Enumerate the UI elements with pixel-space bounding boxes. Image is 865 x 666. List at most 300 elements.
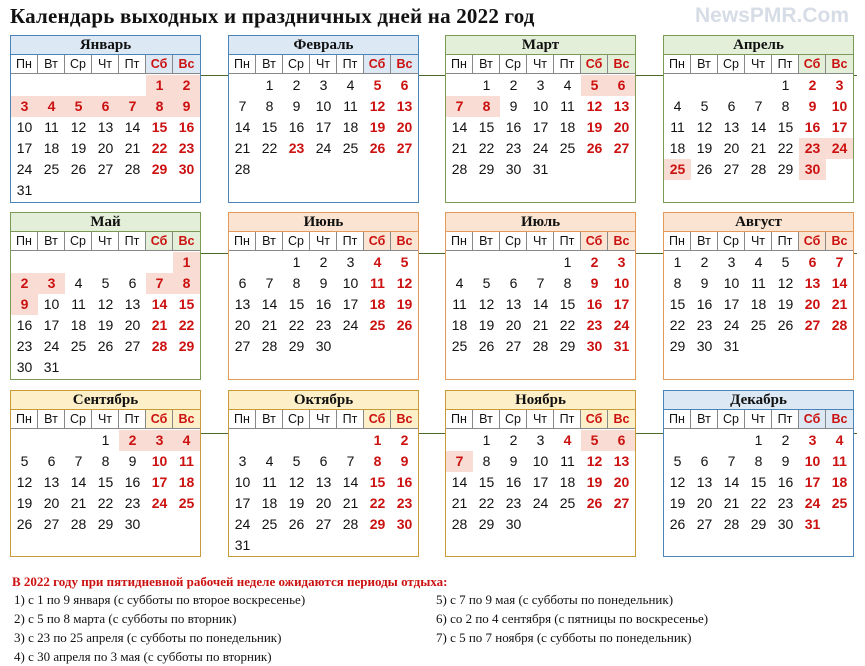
- day-cell: 5: [781, 254, 790, 270]
- day-cell: 23: [288, 140, 305, 156]
- day-cell: 3: [146, 430, 173, 451]
- weekday-header: Пт: [337, 410, 364, 428]
- day-cell: 29: [151, 161, 168, 177]
- watermark: NewsPMR.Com: [694, 4, 849, 27]
- day-cell: 2: [11, 273, 38, 294]
- weekday-header: Вс: [391, 410, 418, 428]
- day-cell: 18: [43, 140, 60, 156]
- day-cell: 8: [101, 453, 110, 469]
- day-cell: 8: [563, 275, 572, 291]
- empty-cell: [691, 75, 718, 96]
- day-cell: 24: [613, 317, 630, 333]
- day-cell: 9: [781, 453, 790, 469]
- day-cell: 12: [70, 119, 87, 135]
- day-cell: 27: [396, 140, 413, 156]
- empty-cell: [11, 430, 38, 451]
- weekday-header: Ср: [65, 55, 92, 73]
- day-cell: 1: [781, 77, 790, 93]
- day-cell: 13: [97, 119, 114, 135]
- weekday-header: Пт: [337, 55, 364, 73]
- day-cell: 20: [696, 495, 713, 511]
- day-cell: 1: [173, 252, 200, 273]
- day-cell: 14: [723, 474, 740, 490]
- day-cell: 19: [16, 495, 33, 511]
- day-cell: 20: [505, 317, 522, 333]
- day-cell: 2: [700, 254, 709, 270]
- empty-cell: [38, 430, 65, 451]
- day-cell: 16: [696, 296, 713, 312]
- day-cell: 19: [70, 140, 87, 156]
- day-cell: 9: [400, 453, 409, 469]
- day-cell: 25: [342, 140, 359, 156]
- day-cell: 23: [586, 317, 603, 333]
- day-cell: 3: [617, 254, 626, 270]
- weekday-header: Пт: [119, 410, 146, 428]
- day-cell: 26: [696, 161, 713, 177]
- day-cell: 22: [777, 140, 794, 156]
- day-cell: 7: [727, 453, 736, 469]
- empty-cell: [229, 75, 256, 96]
- day-cell: 20: [613, 119, 630, 135]
- day-cell: 14: [70, 474, 87, 490]
- empty-cell: [65, 75, 92, 96]
- weekday-header: Чт: [527, 55, 554, 73]
- day-cell: 12: [16, 474, 33, 490]
- day-cell: 21: [532, 317, 549, 333]
- day-cell: 12: [696, 119, 713, 135]
- day-cell: 4: [563, 77, 572, 93]
- empty-cell: [38, 252, 65, 273]
- weekday-header: Сб: [799, 55, 826, 73]
- weekday-header: Ср: [718, 232, 745, 250]
- day-cell: 1: [482, 432, 491, 448]
- weekday-header: Ср: [283, 410, 310, 428]
- day-cell: 2: [590, 254, 599, 270]
- day-cell: 17: [532, 119, 549, 135]
- day-cell: 26: [586, 495, 603, 511]
- month-5: [10, 212, 201, 380]
- day-cell: 21: [124, 140, 141, 156]
- month-1: [10, 35, 201, 203]
- month-title: Июнь: [229, 213, 418, 232]
- day-cell: 4: [346, 77, 355, 93]
- day-cell: 29: [777, 161, 794, 177]
- day-cell: 2: [173, 75, 200, 96]
- day-cell: 25: [261, 516, 278, 532]
- day-cell: 29: [478, 161, 495, 177]
- day-cell: 22: [151, 140, 168, 156]
- weekday-header: Вс: [173, 232, 200, 250]
- day-cell: 7: [536, 275, 545, 291]
- weekday-header: Пт: [772, 410, 799, 428]
- day-cell: 12: [396, 275, 413, 291]
- day-cell: 14: [234, 119, 251, 135]
- day-cell: 29: [669, 338, 686, 354]
- weekday-header: Вт: [691, 55, 718, 73]
- day-cell: 11: [262, 474, 277, 490]
- day-cell: 11: [560, 98, 575, 114]
- day-cell: 13: [396, 98, 413, 114]
- month-title: Июль: [446, 213, 635, 232]
- empty-cell: [500, 252, 527, 273]
- month-9: [10, 390, 201, 557]
- day-cell: 10: [831, 98, 848, 114]
- day-cell: 15: [777, 119, 794, 135]
- note-item: 6) со 2 по 4 сентября (с пятницы по воскресенье): [436, 611, 709, 626]
- day-cell: 27: [613, 140, 630, 156]
- weekday-header: Чт: [310, 232, 337, 250]
- day-cell: 29: [750, 516, 767, 532]
- day-cell: 24: [16, 161, 33, 177]
- empty-cell: [718, 75, 745, 96]
- day-cell: 19: [288, 495, 305, 511]
- weekday-header: Пн: [664, 232, 691, 250]
- month-title: Май: [11, 213, 200, 232]
- day-cell: 19: [369, 119, 386, 135]
- day-cell: 28: [831, 317, 848, 333]
- weekday-header: Вс: [608, 232, 635, 250]
- weekday-header: Ср: [500, 55, 527, 73]
- day-cell: 16: [288, 119, 305, 135]
- day-cell: 15: [288, 296, 305, 312]
- day-cell: 10: [234, 474, 251, 490]
- day-cell: 4: [835, 432, 844, 448]
- day-cell: 18: [369, 296, 386, 312]
- day-cell: 26: [16, 516, 33, 532]
- day-cell: 17: [804, 474, 821, 490]
- weekday-header: Чт: [92, 55, 119, 73]
- weekday-header: Вт: [38, 410, 65, 428]
- day-cell: 9: [509, 453, 518, 469]
- month-11: [445, 390, 636, 557]
- weekday-header: Пт: [119, 55, 146, 73]
- day-cell: 20: [613, 474, 630, 490]
- weekday-header: Чт: [310, 55, 337, 73]
- day-cell: 2: [509, 77, 518, 93]
- day-cell: 5: [482, 275, 491, 291]
- day-cell: 30: [586, 338, 603, 354]
- day-cell: 31: [613, 338, 630, 354]
- day-cell: 23: [799, 138, 826, 159]
- weekday-header: Чт: [745, 55, 772, 73]
- day-cell: 28: [342, 516, 359, 532]
- day-cell: 2: [400, 432, 409, 448]
- day-cell: 8: [173, 273, 200, 294]
- day-cell: 10: [342, 275, 359, 291]
- day-cell: 4: [38, 96, 65, 117]
- day-cell: 26: [478, 338, 495, 354]
- day-cell: 28: [151, 338, 168, 354]
- day-cell: 16: [505, 474, 522, 490]
- day-cell: 5: [292, 453, 301, 469]
- day-cell: 3: [346, 254, 355, 270]
- day-cell: 6: [400, 77, 409, 93]
- day-cell: 8: [781, 98, 790, 114]
- day-cell: 10: [723, 275, 740, 291]
- day-cell: 4: [673, 98, 682, 114]
- day-cell: 28: [451, 161, 468, 177]
- day-cell: 6: [727, 98, 736, 114]
- empty-cell: [256, 252, 283, 273]
- weekday-header: Ср: [65, 410, 92, 428]
- day-cell: 10: [804, 453, 821, 469]
- day-cell: 22: [261, 140, 278, 156]
- empty-cell: [527, 252, 554, 273]
- day-cell: 18: [451, 317, 468, 333]
- day-cell: 26: [97, 338, 114, 354]
- weekday-header: Вт: [473, 410, 500, 428]
- weekday-header: Сб: [146, 232, 173, 250]
- day-cell: 30: [799, 159, 826, 180]
- day-cell: 12: [478, 296, 495, 312]
- day-cell: 22: [559, 317, 576, 333]
- day-cell: 13: [315, 474, 332, 490]
- day-cell: 6: [128, 275, 137, 291]
- day-cell: 16: [16, 317, 33, 333]
- day-cell: 11: [832, 453, 847, 469]
- day-cell: 10: [43, 296, 60, 312]
- day-cell: 27: [613, 495, 630, 511]
- day-cell: 11: [71, 296, 86, 312]
- day-cell: 22: [178, 317, 195, 333]
- day-cell: 16: [505, 119, 522, 135]
- day-cell: 21: [750, 140, 767, 156]
- day-cell: 13: [43, 474, 60, 490]
- day-cell: 19: [478, 317, 495, 333]
- day-cell: 20: [315, 495, 332, 511]
- day-cell: 20: [234, 317, 251, 333]
- day-cell: 5: [581, 430, 608, 451]
- weekday-header: Сб: [581, 55, 608, 73]
- day-cell: 12: [97, 296, 114, 312]
- day-cell: 20: [97, 140, 114, 156]
- day-cell: 14: [532, 296, 549, 312]
- day-cell: 30: [396, 516, 413, 532]
- day-cell: 25: [559, 495, 576, 511]
- day-cell: 6: [509, 275, 518, 291]
- day-cell: 24: [151, 495, 168, 511]
- weekday-header: Чт: [745, 232, 772, 250]
- day-cell: 7: [265, 275, 274, 291]
- day-cell: 14: [451, 474, 468, 490]
- day-cell: 26: [586, 140, 603, 156]
- empty-cell: [92, 75, 119, 96]
- empty-cell: [337, 430, 364, 451]
- day-cell: 25: [43, 161, 60, 177]
- weekday-header: Сб: [146, 55, 173, 73]
- empty-cell: [473, 252, 500, 273]
- weekday-header: Ср: [718, 410, 745, 428]
- day-cell: 22: [478, 495, 495, 511]
- day-cell: 31: [16, 182, 33, 198]
- day-cell: 1: [482, 77, 491, 93]
- day-cell: 31: [43, 359, 60, 375]
- day-cell: 7: [74, 453, 83, 469]
- day-cell: 19: [777, 296, 794, 312]
- day-cell: 12: [669, 474, 686, 490]
- day-cell: 27: [315, 516, 332, 532]
- day-cell: 5: [20, 453, 29, 469]
- day-cell: 17: [831, 119, 848, 135]
- day-cell: 14: [451, 119, 468, 135]
- empty-cell: [310, 430, 337, 451]
- empty-cell: [664, 75, 691, 96]
- day-cell: 16: [178, 119, 195, 135]
- day-cell: 28: [451, 516, 468, 532]
- empty-cell: [256, 430, 283, 451]
- day-cell: 20: [124, 317, 141, 333]
- weekday-header: Вс: [391, 232, 418, 250]
- weekday-header: Вс: [173, 410, 200, 428]
- day-cell: 6: [608, 75, 635, 96]
- day-cell: 25: [750, 317, 767, 333]
- day-cell: 30: [124, 516, 141, 532]
- weekday-header: Чт: [310, 410, 337, 428]
- weekday-header: Вт: [38, 232, 65, 250]
- weekday-header: Ср: [65, 232, 92, 250]
- day-cell: 22: [478, 140, 495, 156]
- day-cell: 15: [369, 474, 386, 490]
- empty-cell: [283, 430, 310, 451]
- day-cell: 19: [586, 474, 603, 490]
- weekday-header: Вт: [38, 55, 65, 73]
- day-cell: 7: [346, 453, 355, 469]
- day-cell: 29: [97, 516, 114, 532]
- note-item: 7) с 5 по 7 ноября (с субботы по понедельник): [436, 630, 692, 645]
- day-cell: 6: [92, 96, 119, 117]
- day-cell: 20: [396, 119, 413, 135]
- day-cell: 21: [234, 140, 251, 156]
- day-cell: 9: [700, 275, 709, 291]
- day-cell: 1: [373, 432, 382, 448]
- day-cell: 8: [265, 98, 274, 114]
- day-cell: 11: [343, 98, 358, 114]
- month-10: [228, 390, 419, 557]
- day-cell: 22: [97, 495, 114, 511]
- day-cell: 5: [65, 96, 92, 117]
- weekday-header: Чт: [92, 232, 119, 250]
- day-cell: 20: [723, 140, 740, 156]
- day-cell: 3: [319, 77, 328, 93]
- day-cell: 6: [808, 254, 817, 270]
- day-cell: 25: [451, 338, 468, 354]
- weekday-header: Вт: [256, 410, 283, 428]
- day-cell: 21: [151, 317, 168, 333]
- month-title: Апрель: [664, 36, 853, 55]
- weekday-header: Вс: [826, 410, 853, 428]
- day-cell: 17: [16, 140, 33, 156]
- day-cell: 21: [342, 495, 359, 511]
- weekday-header: Ср: [500, 410, 527, 428]
- weekday-header: Пн: [11, 232, 38, 250]
- day-cell: 7: [446, 451, 473, 472]
- day-cell: 5: [373, 77, 382, 93]
- day-cell: 15: [178, 296, 195, 312]
- day-cell: 25: [70, 338, 87, 354]
- day-cell: 3: [536, 432, 545, 448]
- day-cell: 13: [505, 296, 522, 312]
- weekday-header: Пн: [229, 232, 256, 250]
- weekday-header: Пт: [554, 55, 581, 73]
- weekday-header: Сб: [364, 410, 391, 428]
- day-cell: 18: [342, 119, 359, 135]
- day-cell: 21: [723, 495, 740, 511]
- day-cell: 19: [696, 140, 713, 156]
- day-cell: 9: [319, 275, 328, 291]
- day-cell: 26: [288, 516, 305, 532]
- day-cell: 24: [342, 317, 359, 333]
- day-cell: 12: [369, 98, 386, 114]
- day-cell: 21: [831, 296, 848, 312]
- note-item: 3) с 23 по 25 апреля (с субботы по понедельник): [14, 630, 282, 645]
- month-title: Декабрь: [664, 391, 853, 410]
- empty-cell: [146, 252, 173, 273]
- day-cell: 9: [292, 98, 301, 114]
- day-cell: 24: [532, 140, 549, 156]
- day-cell: 23: [124, 495, 141, 511]
- day-cell: 28: [234, 161, 251, 177]
- day-cell: 31: [723, 338, 740, 354]
- empty-cell: [65, 430, 92, 451]
- day-cell: 18: [831, 474, 848, 490]
- day-cell: 26: [777, 317, 794, 333]
- day-cell: 10: [16, 119, 33, 135]
- weekday-header: Чт: [745, 410, 772, 428]
- day-cell: 25: [369, 317, 386, 333]
- day-cell: 8: [473, 96, 500, 117]
- weekday-header: Ср: [283, 55, 310, 73]
- day-cell: 10: [532, 453, 549, 469]
- weekday-header: Вс: [608, 55, 635, 73]
- day-cell: 24: [43, 338, 60, 354]
- day-cell: 28: [70, 516, 87, 532]
- day-cell: 3: [727, 254, 736, 270]
- day-cell: 28: [261, 338, 278, 354]
- day-cell: 2: [292, 77, 301, 93]
- day-cell: 5: [700, 98, 709, 114]
- day-cell: 8: [373, 453, 382, 469]
- weekday-header: Вт: [473, 232, 500, 250]
- day-cell: 8: [482, 453, 491, 469]
- day-cell: 16: [396, 474, 413, 490]
- weekday-header: Вс: [608, 410, 635, 428]
- day-cell: 11: [44, 119, 59, 135]
- note-item: 1) с 1 по 9 января (с субботы по второе воскресенье): [14, 592, 306, 607]
- day-cell: 15: [261, 119, 278, 135]
- note-item: 2) с 5 по 8 марта (с субботы по вторник): [14, 611, 237, 626]
- day-cell: 23: [777, 495, 794, 511]
- day-cell: 24: [315, 140, 332, 156]
- day-cell: 14: [261, 296, 278, 312]
- day-cell: 22: [669, 317, 686, 333]
- day-cell: 8: [754, 453, 763, 469]
- weekday-header: Пт: [772, 55, 799, 73]
- day-cell: 17: [613, 296, 630, 312]
- day-cell: 11: [670, 119, 685, 135]
- weekday-header: Пн: [446, 232, 473, 250]
- day-cell: 2: [509, 432, 518, 448]
- month-title: Январь: [11, 36, 200, 55]
- weekday-header: Ср: [500, 232, 527, 250]
- day-cell: 17: [151, 474, 168, 490]
- month-title: Октябрь: [229, 391, 418, 410]
- day-cell: 30: [16, 359, 33, 375]
- day-cell: 21: [451, 495, 468, 511]
- day-cell: 23: [315, 317, 332, 333]
- day-cell: 13: [613, 98, 630, 114]
- day-cell: 21: [70, 495, 87, 511]
- day-cell: 18: [178, 474, 195, 490]
